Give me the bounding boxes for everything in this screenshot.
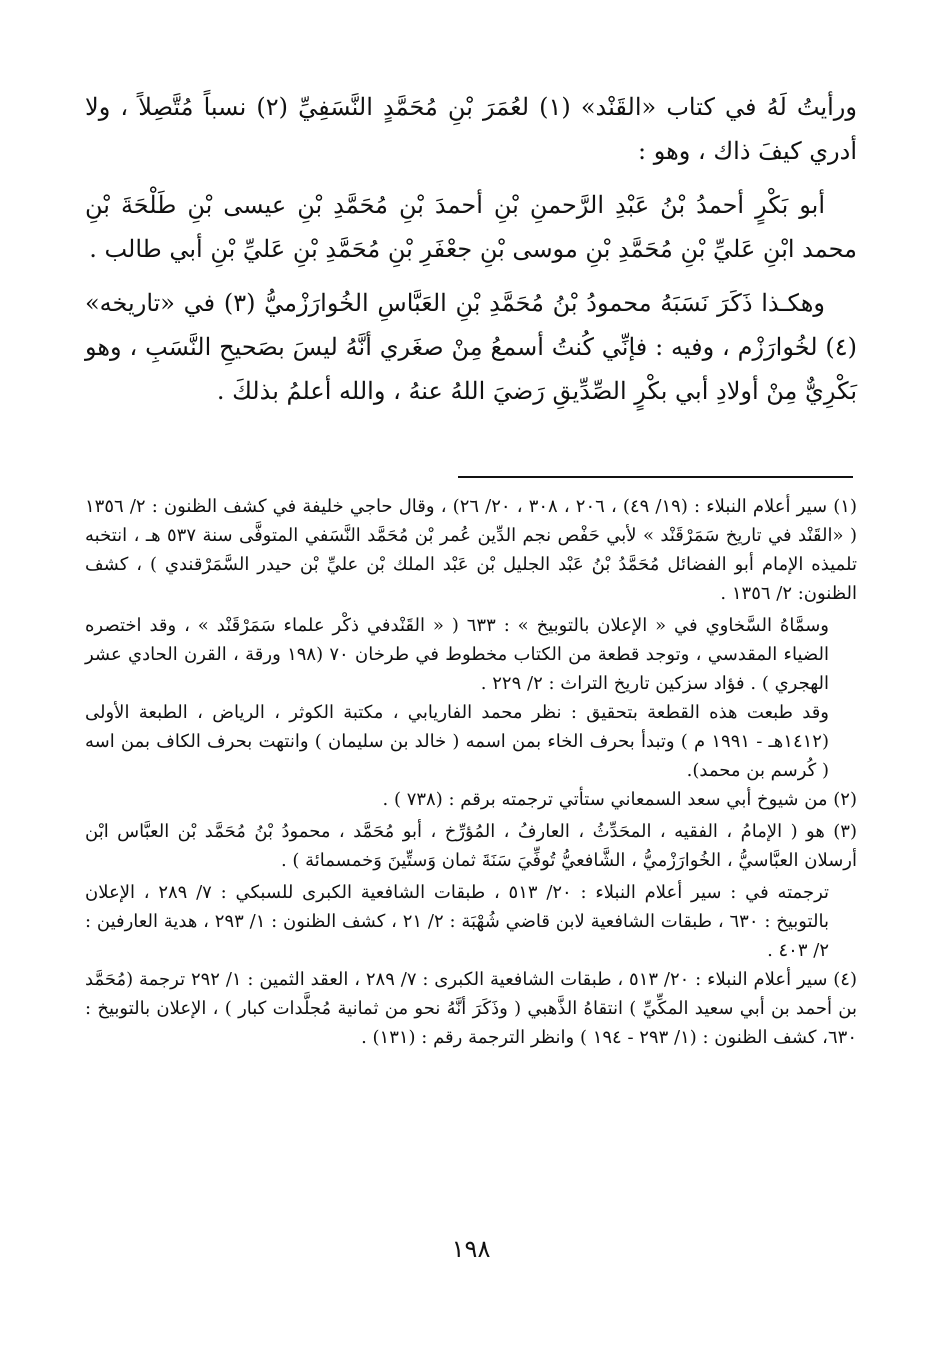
footnote-1-continuation: وقد طبعت هذه القطعة بتحقيق : نظر محمد الفاريابي ، مكتبة الكوثر ، الرياض ، الطبعة الأولى (١٤١٢هـ - ١٩٩١ م ) وتبدأ بحرف الخاء بمن اسمه ( خالد بن سليمان ) وانتهت بحرف الكاف بمن اسه ( كُرسم بن محمد). [85, 702, 829, 781]
footnotes [85, 492, 857, 1055]
main-paragraph-3: وهكـذا ذَكَرَ نَسَبَهُ محمودُ بْنُ مُحَمَّدِ بْنِ العَبَّاسِ الخُوارَزْميُّ (٣) في «تاريخه» (٤) لخُوارَزْم ، وفيه : فإنِّي كُنتُ أسمعُ مِنْ صغَري أنَّهُ ليسَ بصَحيحِ النَّسَبِ ، وهو بَكْرِيٌّ مِنْ أولادِ أبي بكْرٍ الصِّدِّيقِ رَضيَ اللهُ عنهُ ، والله أعلمُ بذلكَ . [85, 289, 857, 405]
footnote-separator [458, 476, 853, 478]
footnote-3-continuation: ترجمته في : سير أعلام النبلاء : ٢٠/ ٥١٣ ، طبقات الشافعية الكبرى للسبكي : ٧/ ٢٨٩ ، الإعلان بالتوبيخ : ٦٣٠ ، طبقات الشافعية لابن قاضي شُهْبَة : ٢/ ٢١ ، كشف الظنون : ١/ ٢٩٣ ، هدية العارفين : ٢/ ٤٠٣ . [85, 882, 830, 961]
main-text [85, 85, 857, 413]
footnote-1-paragraph: (١) سير أعلام النبلاء : (١٩/ ٤٩) ، ٢٠٦ ، ٣٠٨ ، ٢٠/ ٢٦) ، وقال حاجي خليفة في كشف الظنون : ٢/ ١٣٥٦ ( «القَنْد في تاريخ سَمَرْقَنْد » لأبي حَفْص نجم الدِّين عُمر بْن مُحَمَّد النَّسَفي المتوفَّى سنة ٥٣٧ هـ ، انتخبه تلميذه الإمام أبو الفضائل مُحَمَّدُ بْنُ عَبْد الجليل بْن عَبْد الملك بْن عليِّ بْن حيدر السَّمَرْقندي ) ، كشف الظنون: ٢/ ١٣٥٦ . [85, 496, 857, 604]
footnote-1 [85, 492, 857, 785]
footnote-2: (٢) من شيوخ أبي سعد السمعاني ستأتي ترجمته برقم : (٧٣٨ ) . [382, 789, 857, 810]
main-paragraph-1: ورأيتُ لَهُ في كتاب «القَنْد» (١) لعُمَرَ بْنِ مُحَمَّدٍ النَّسَفِيِّ (٢) نسباً مُتَّصِلاً ، ولا أدري كيفَ ذاك ، وهو : [85, 93, 857, 165]
footnote-3 [85, 817, 857, 965]
footnote-3-paragraph: (٣) هو ( الإمامُ ، الفقيه ، المحَدِّثُ ، العارفُ ، المُؤرِّخ ، أبو مُحَمَّد ، محمودُ بْنُ مُحَمَّد بْن العبَّاس ابْن أرسلان العبَّاسيُّ ، الخُوارَزْميُّ ، الشَّافعيُّ تُوفِّيَ سَنَةَ ثمان وَستِّينَ وَخمسمائة ) . [85, 821, 857, 871]
page-number: ١٩٨ [451, 1235, 491, 1263]
footnote-4: (٤) سير أعلام النبلاء : ٢٠/ ٥١٣ ، طبقات الشافعية الكبرى : ٧/ ٢٨٩ ، العقد الثمين : ١/ ٢٩٢ ترجمة (مُحَمَّد بن أحمد بن أبي سعيد المكِّيِّ ) انتقاهُ الذَّهبي ( وذَكَرَ أنَّهُ نحو من ثمانية مُجلَّدات كبار ) ، الإعلان بالتوبيخ : ٦٣٠، كشف الظنون : (١/ ٢٩٣ - ١٩٤ ) وانظر الترجمة رقم : (١٣١) . [85, 969, 857, 1048]
footnote-1-continuation: وسمَّاهُ السَّخاوي في « الإعلان بالتوبيخ » : ٦٣٣ ( « القَنْدفي ذكْر علماء سَمَرْقَنْد » ، وقد اختصره الضياء المقدسي ، وتوجد قطعة من الكتاب مخطوط في طرخان ٧٠ (١٩٨ ورقة ، القرن الحادي عشر الهجري ) . فؤاد سزكين تاريخ التراث : ٢/ ٢٢٩ . [85, 615, 829, 694]
main-paragraph-2: أبو بَكْرٍ أحمدُ بْنُ عَبْدِ الرَّحمنِ بْنِ أحمدَ بْنِ مُحَمَّدِ بْنِ عيسى بْنِ طَلْحَةَ بْنِ محمد ابْنِ عَليِّ بْنِ مُحَمَّدِ بْنِ موسى بْنِ جعْفَرِ بْنِ مُحَمَّدِ بْنِ عَليِّ بْنِ أبي طالب . [85, 191, 857, 263]
